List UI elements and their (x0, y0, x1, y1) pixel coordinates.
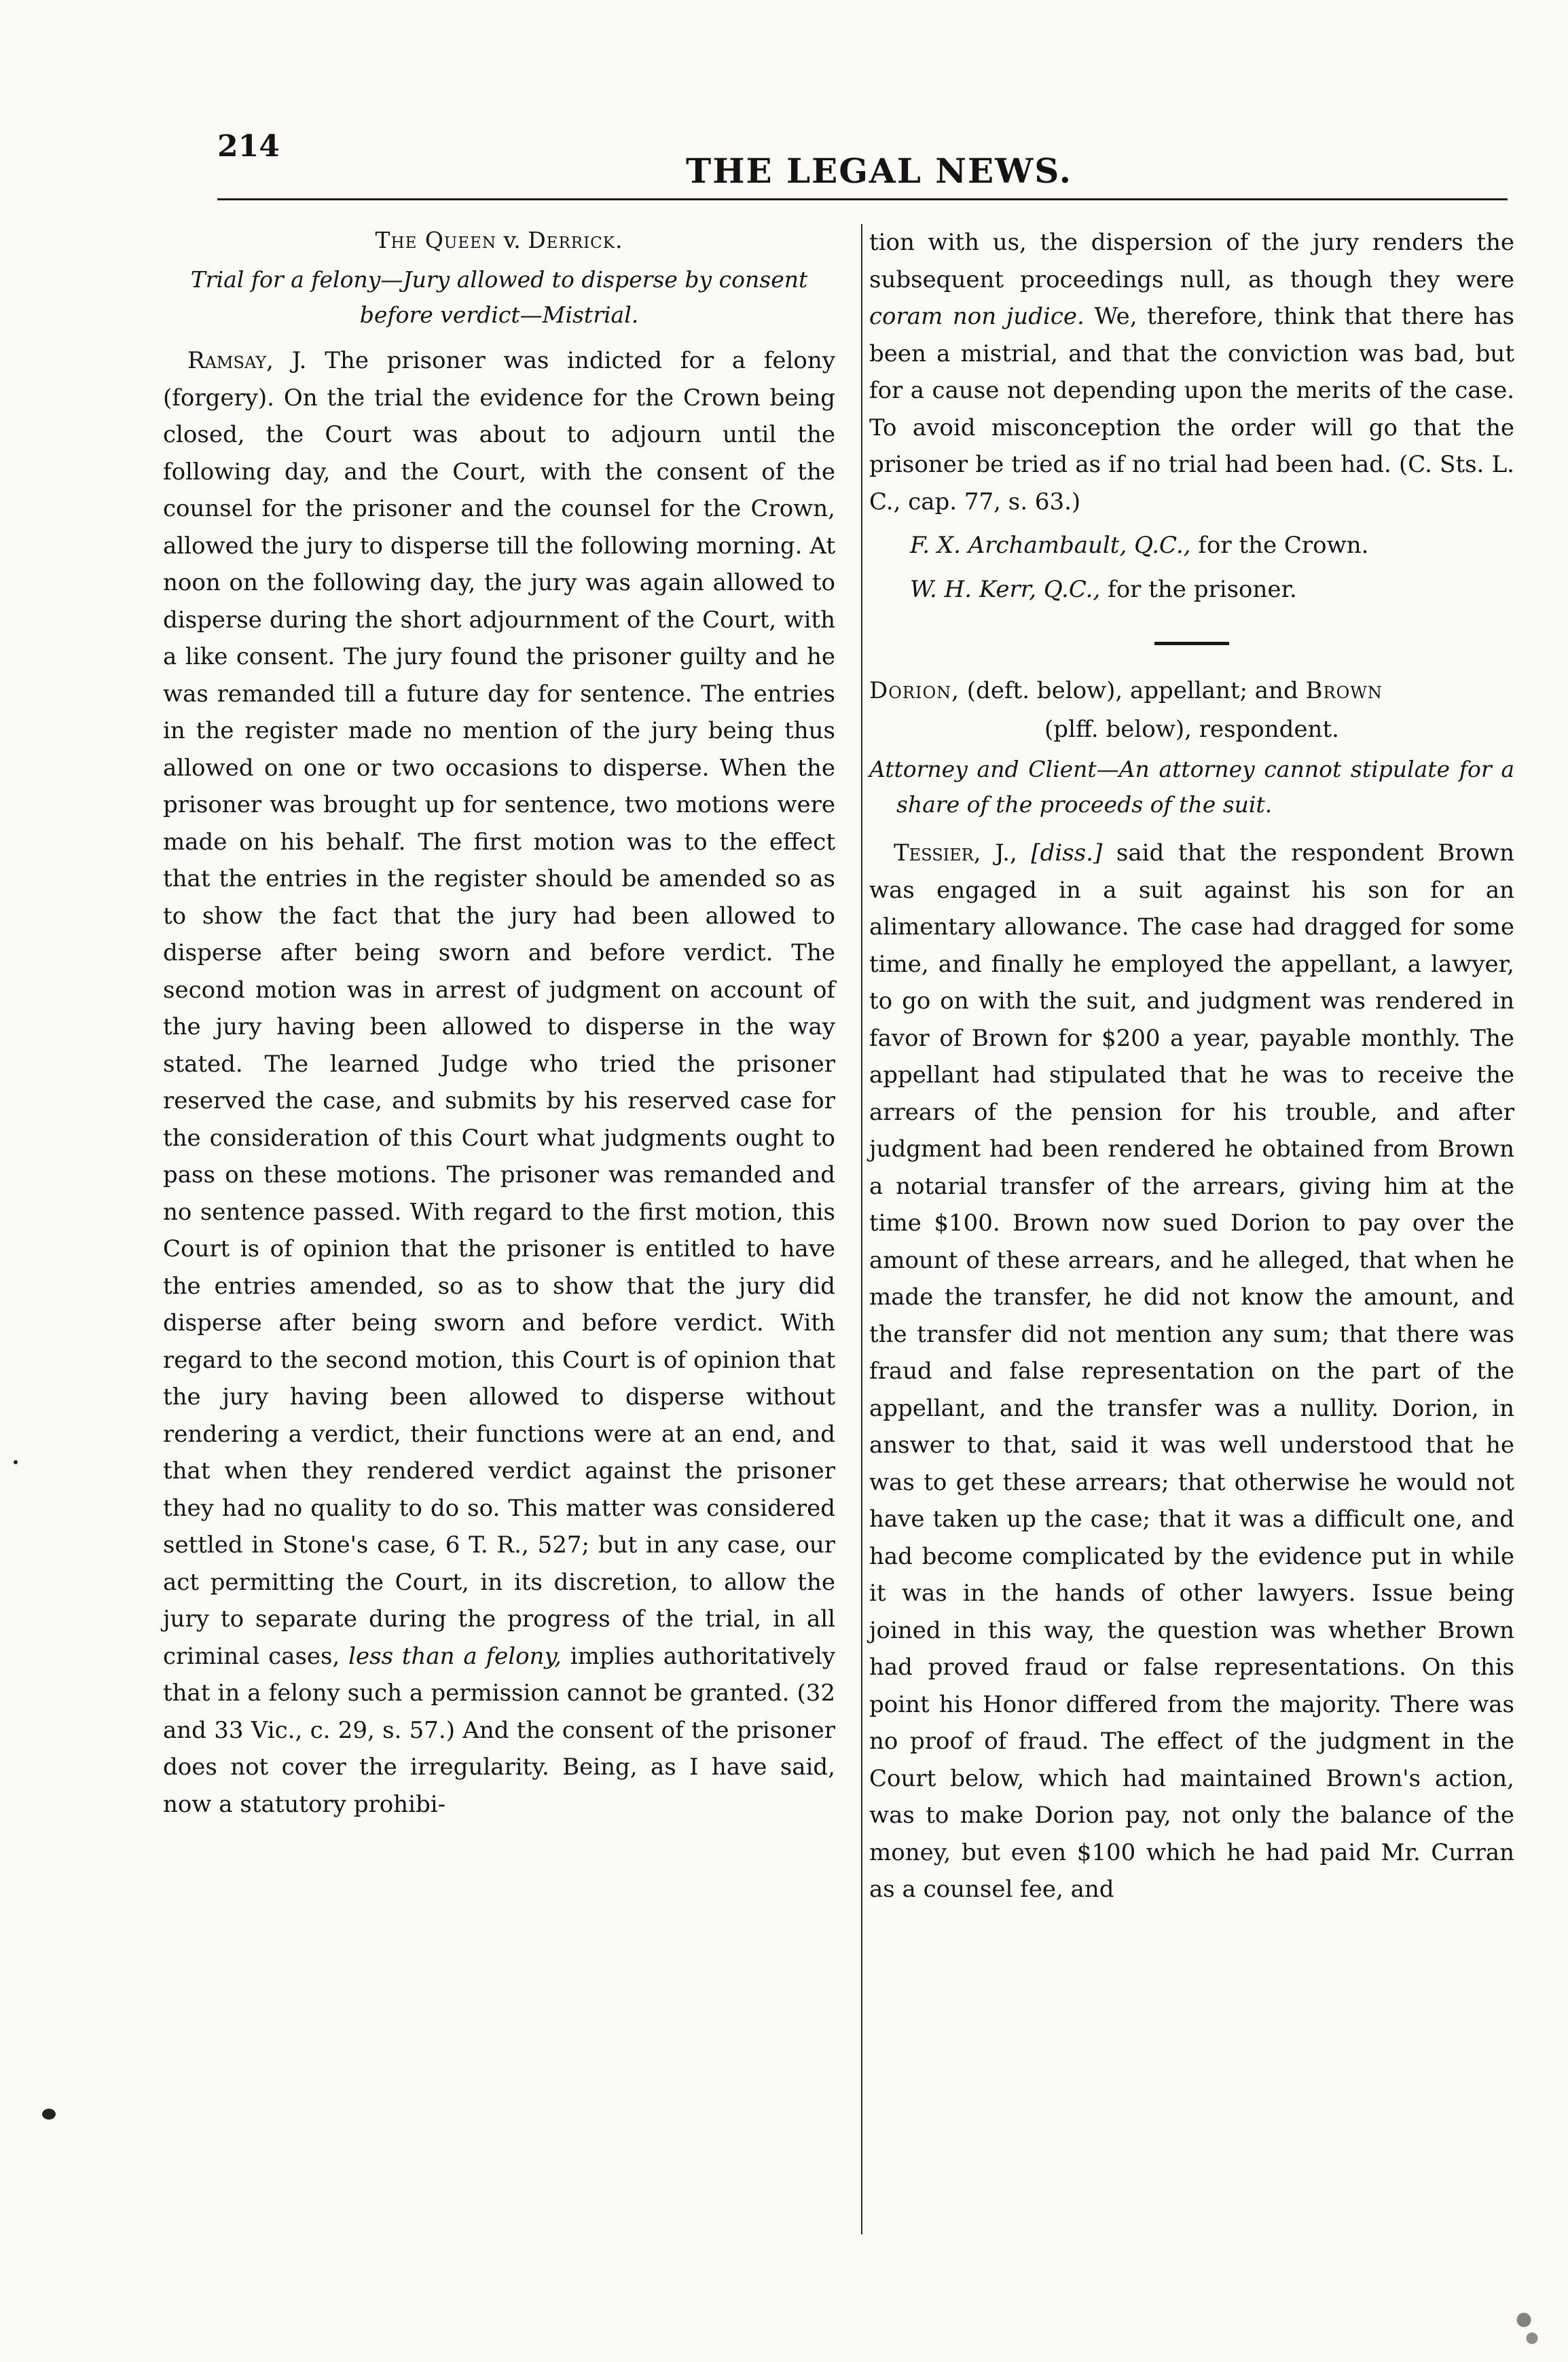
continuation-italic: coram non judice. (869, 303, 1084, 330)
opinion-paragraph (869, 835, 1514, 1908)
right-column (869, 224, 1514, 1908)
running-title: THE LEGAL NEWS. (686, 151, 1072, 191)
counsel-line-prisoner (869, 571, 1514, 608)
case-parties (869, 672, 1514, 710)
column-divider (861, 224, 862, 2234)
case-title-party-b: Derrick. (528, 227, 623, 253)
judge-name: Tessier, J., (894, 839, 1017, 867)
counsel-role: for the Crown. (1190, 532, 1369, 559)
opinion-text: The prisoner was indicted for a felony (forgery). On the trial the evidence for the Crown being closed, the Court was about to adjourn until the following day, and the Court, with the consent of the counsel for the prisoner and the counsel for the Crown, allowed the jury to disperse till the following morning. At noon on the following day, the jury was again allowed to disperse during the short adjournment of the Court, with a like consent. The jury found the prisoner guilty and he was remanded till a future day for sentence. The entries in the register made no mention of the jury being thus allowed on one or two occasions to disperse. When the prisoner was brought up for sentence, two motions were made on his behalf. The first motion was to the effect that the entries in the register should be amended so as to show the fact that the jury had been allowed to disperse after being sworn and before verdict. The second motion was in arrest of judgment on account of the jury having been allowed to disperse in the way stated. The learned Judge who tried the prisoner reserved the case, and submits by his reserved case for the consideration of this Court what judgments ought to pass on these motions. The prisoner was remanded and no sentence passed. With regard to the first motion, this Court is of opinion that the prisoner is entitled to have the entries amended, so as to show that the jury did disperse after being sworn and before verdict. With regard to the second motion, this Court is of opinion that the jury having been allowed to disperse without rendering a verdict, their functions were at an end, and that when they rendered verdict against the prisoner they had no quality to do so. This matter was considered settled in Stone's case, 6 T. R., 527; but in any case, our act permitting the Court, in its discretion, to allow the jury to separate during the progress of the trial, in all criminal cases, (163, 347, 835, 1670)
ink-speck (42, 2109, 56, 2120)
section-separator (1154, 642, 1229, 645)
continuation-text-b: We, therefore, think that there has been a mistrial, and that the conviction was bad, but for a cause not depending upon the merits of the case. To avoid misconception the order will go that the prisoner be tried as if no trial had been had. (C. Sts. L. C., cap. 77, s. 63.) (869, 303, 1514, 515)
page-header (217, 129, 1508, 197)
party-appellant: Dorion, (869, 677, 960, 704)
header-rule (217, 198, 1508, 200)
judge-note: [diss.] (1017, 839, 1103, 867)
margin-stain (1508, 2295, 1548, 2357)
opinion-paragraph (163, 342, 835, 1823)
party-respondent-desc: (plff. below), respondent. (1044, 715, 1339, 743)
opinion-text: said that the respondent Brown was engaged in a suit against his son for an alimentary allowance. The case had dragged for some time, and finally he employed the appellant, a lawyer, to go on with the suit, and judgment was rendered in favor of Brown for $200 a year, payable monthly. The appellant had stipulated that he was to receive the arrears of the pension for his trouble, and after judgment had been rendered he obtained from Brown a notarial transfer of the arrears, giving him at the time $100. Brown now sued Dorion to pay over the amount of these arrears, and he alleged, that when he made the transfer, he did not know the amount, and the transfer did not mention any sum; that there was fraud and false representation on the part of the appellant, and the transfer was a nullity. Dorion, in answer to that, said it was well understood that he was to get these arrears; that otherwise he would not have taken up the case; that it was a difficult one, and had become complicated by the evidence put in while it was in the hands of other lawyers. Issue being joined in this way, the question was whether Brown had proved fraud or false representations. On this point his Honor differed from the majority. There was no proof of fraud. The effect of the judgment in the Court below, which had maintained Brown's action, was to make Dorion pay, not only the balance of the money, but even $100 which he had paid Mr. Curran as a counsel fee, and (869, 839, 1514, 1903)
ink-speck (14, 1460, 18, 1464)
opinion-continuation (869, 224, 1514, 520)
counsel-name: F. X. Archambault, Q.C., (910, 532, 1191, 559)
page-number: 214 (217, 129, 280, 164)
case-title (163, 224, 835, 257)
counsel-role: for the prisoner. (1100, 575, 1297, 603)
party-respondent: Brown (1305, 677, 1383, 704)
judge-name: Ramsay, J. (187, 347, 307, 374)
counsel-line-crown (869, 527, 1514, 564)
opinion-italic-text: less than a felony, (348, 1642, 562, 1670)
counsel-name: W. H. Kerr, Q.C., (910, 575, 1101, 603)
case-title-party-a: The Queen (375, 227, 497, 253)
opinion-text-end: implies authoritatively that in a felony such a permission cannot be granted. (32 and 33 Vic., c. 29, s. 57.) And the consent of the prisoner does not cover the irregularity. Being, as I have said, now a statutory prohibi- (163, 1642, 836, 1818)
case-subheading: Attorney and Client—An attorney cannot stipulate for a share of the proceeds of the suit. (869, 756, 1514, 818)
case-title-versus: v. (496, 227, 528, 253)
case-subheading: Trial for a felony—Jury allowed to disperse by consent before verdict—Mistrial. (190, 266, 808, 328)
left-column (163, 224, 835, 1823)
continuation-text-a: tion with us, the dispersion of the jury renders the subsequent proceedings null, as though they were (869, 229, 1514, 293)
party-appellant-desc: (deft. below), appellant; and (959, 677, 1306, 704)
